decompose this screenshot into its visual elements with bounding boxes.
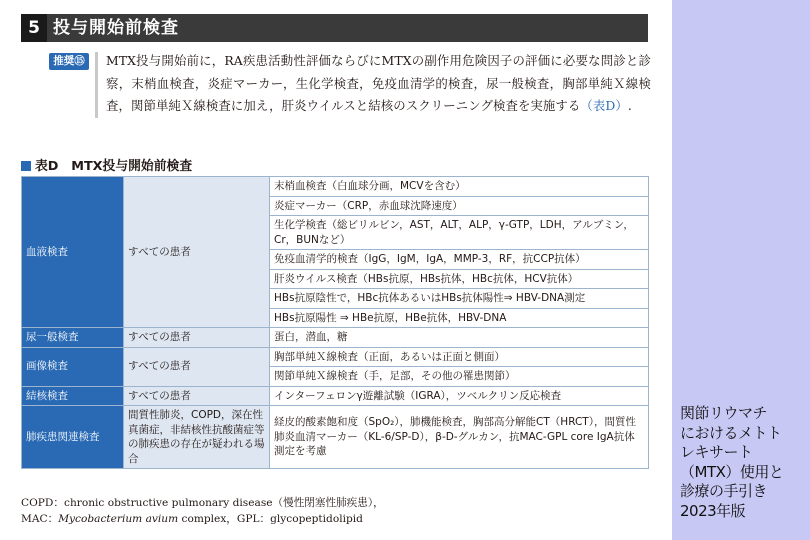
- table-footnotes: [21, 495, 661, 527]
- target-lung: 間質性肺炎，COPD，深在性真菌症，非結核性抗酸菌症等の肺疾患の存在が疑われる場合: [124, 406, 270, 469]
- footnote-copd: COPD：chronic obstructive pulmonary disease（慢性閉塞性肺疾患），: [21, 497, 384, 509]
- table-title: [21, 155, 192, 174]
- section-number: 5: [21, 14, 47, 42]
- recommendation-divider: [95, 52, 98, 118]
- category-blood: 血液検査: [22, 177, 124, 328]
- target-imaging: すべての患者: [124, 347, 270, 386]
- item-urine: 蛋白，潜血，糖: [270, 328, 649, 348]
- footnote-mac: [21, 511, 661, 527]
- item-biochemistry: 生化学検査（総ビリルビン，AST，ALT，ALP，γ-GTP，LDH，アルブミン，Cr，BUNなど）: [270, 216, 649, 250]
- table-reference-link[interactable]: （表D）: [580, 98, 628, 114]
- footnote-mac-species: Mycobacterium avium: [58, 513, 179, 525]
- footnote-mac-suffix: complex，GPL：glycopeptidolipid: [178, 513, 363, 525]
- item-lung: 経皮的酸素飽和度（SpO₂），肺機能検査，胸部高分解能CT（HRCT），間質性肺炎血清マーカー（KL-6/SP-D），β-D-グルカン，抗MAC-GPL core IgA抗体測定を考慮: [270, 406, 649, 469]
- pre-mtx-test-table: [21, 176, 649, 469]
- category-imaging: 画像検査: [22, 347, 124, 386]
- item-immunoserology: 免疫血清学的検査（IgG，IgM，IgA，MMP-3，RF，抗CCP抗体）: [270, 250, 649, 270]
- recommendation-body: MTX投与開始前に，RA疾患活動性評価ならびにMTXの副作用危険因子の評価に必要な問診と診察，末梢血検査，炎症マーカー，生化学検査，免疫血清学的検査，尿一般検査，胸部単純Ｘ線検査，関節単純Ｘ線検査に加え，肝炎ウイルスと結核のスクリーニング検査を実施する: [106, 53, 651, 114]
- item-hbs-negative: HBs抗原陰性で，HBc抗体あるいはHBs抗体陽性⇒ HBV-DNA測定: [270, 289, 649, 309]
- side-caption: 関節リウマチ におけるメトト レキサート （MTX）使用と 診療の手引き 2023年版: [680, 404, 784, 520]
- item-tb: インターフェロンγ遊離試験（IGRA），ツベルクリン反応検査: [270, 386, 649, 406]
- table-row: [22, 177, 649, 197]
- section-title: 投与開始前検査: [53, 18, 179, 38]
- recommendation-text: [106, 50, 651, 118]
- side-panel: [672, 0, 810, 540]
- target-tb: すべての患者: [124, 386, 270, 406]
- item-joint-xray: 関節単純Ｘ線検査（手，足部，その他の罹患関節）: [270, 367, 649, 387]
- item-cbc: 末梢血検査（白血球分画，MCVを含む）: [270, 177, 649, 197]
- square-bullet-icon: [21, 161, 31, 171]
- item-inflammation: 炎症マーカー（CRP，赤血球沈降速度）: [270, 196, 649, 216]
- table-row: [22, 406, 649, 469]
- category-tb: 結核検査: [22, 386, 124, 406]
- category-urine: 尿一般検査: [22, 328, 124, 348]
- item-chest-xray: 胸部単純Ｘ線検査（正面，あるいは正面と側面）: [270, 347, 649, 367]
- table-row: [22, 347, 649, 367]
- recommendation-period: .: [627, 98, 632, 114]
- footnote-mac-prefix: MAC：: [21, 513, 59, 525]
- target-urine: すべての患者: [124, 328, 270, 348]
- target-blood: すべての患者: [124, 177, 270, 328]
- item-hepatitis: 肝炎ウイルス検査（HBs抗原，HBs抗体，HBc抗体，HCV抗体）: [270, 269, 649, 289]
- section-header: [21, 14, 648, 42]
- recommendation-badge: 推奨⑮: [49, 53, 89, 70]
- item-hbs-positive: HBs抗原陽性 ⇒ HBe抗原，HBe抗体，HBV-DNA: [270, 308, 649, 328]
- table-row: [22, 328, 649, 348]
- table-row: [22, 386, 649, 406]
- table-title-text: 表D MTX投与開始前検査: [35, 159, 193, 174]
- category-lung: 肺疾患関連検査: [22, 406, 124, 469]
